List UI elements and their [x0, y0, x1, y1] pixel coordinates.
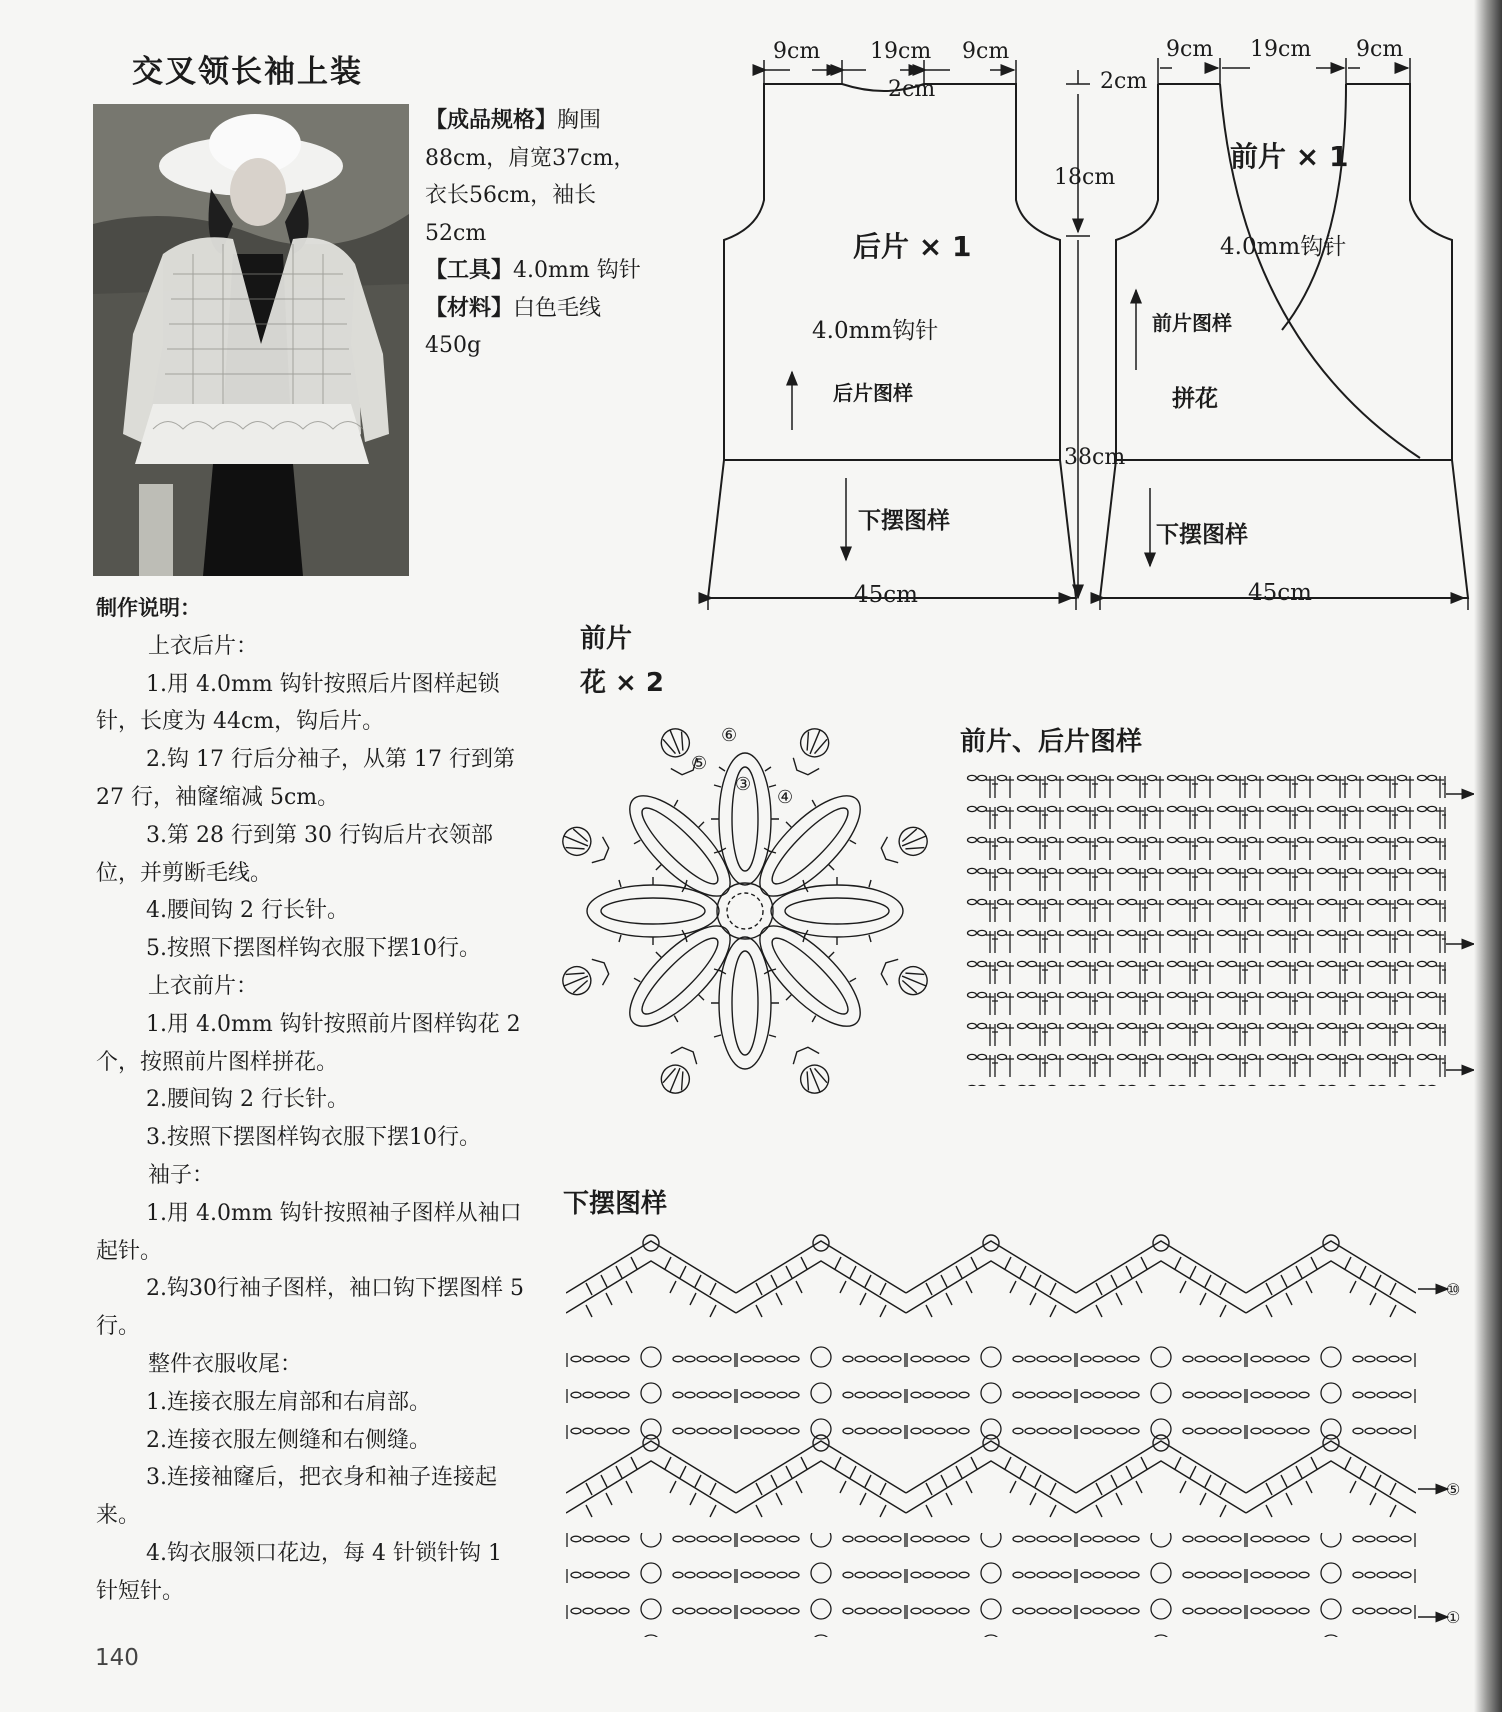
front-neckline-overlap [1282, 84, 1346, 330]
back-hook-label: 4.0mm钩针 [812, 318, 939, 344]
instructions [96, 590, 528, 1611]
garment-schematic [0, 0, 1502, 620]
sleeve-step: 1.用 4.0mm 钩针按照袖子图样从袖口起针。 [96, 1200, 522, 1264]
back-top-mid-dim: 19cm [870, 39, 932, 64]
finish-step: 3.连接袖窿后，把衣身和袖子连接起来。 [96, 1465, 497, 1529]
flower-round-label: ④ [777, 787, 794, 808]
front-bottom-dim: 45cm [1248, 580, 1312, 606]
front-step: 1.用 4.0mm 钩针按照前片图样钩花 2 个，按照前片图样拼花。 [96, 1011, 521, 1075]
hem-pattern-heading: 下摆图样 [563, 1189, 668, 1219]
spec-size-text: 胸围88cm，肩宽37cm，衣长56cm，袖长52cm [425, 108, 636, 246]
flower-round-label: ⑥ [721, 725, 738, 746]
hem-row-label: ① [1446, 1608, 1461, 1627]
back-step: 2.钩 17 行后分袖子，从第 17 行到第 27 行，袖窿缩减 5cm。 [96, 747, 515, 810]
back-top-right-dim: 9cm [962, 39, 1010, 64]
front-pattern-label: 前片图样 [1152, 311, 1232, 335]
back-pattern-label: 后片图样 [833, 381, 913, 405]
back-step: 4.腰间钩 2 行长针。 [146, 898, 349, 924]
spec-material-label: 【材料】 [425, 295, 514, 321]
body-pattern-diagram [966, 774, 1486, 1086]
front-heading: 上衣前片： [148, 973, 259, 999]
flower-motif-diagram [535, 701, 955, 1121]
finish-step: 4.钩衣服领口花边，每 4 针锁针钩 1 针短针。 [96, 1540, 502, 1604]
flower-heading-line1: 前片 [580, 624, 633, 654]
flower-round-label: ⑤ [691, 753, 708, 774]
instructions-heading: 制作说明： [96, 596, 201, 620]
finish-heading: 整件衣服收尾： [148, 1351, 303, 1377]
flower-round-label: ③ [735, 774, 752, 795]
finish-step: 1.连接衣服左肩部和右肩部。 [146, 1389, 431, 1415]
back-neck-drop-dim: 2cm [888, 77, 936, 102]
armhole-depth-dim: 18cm [1054, 165, 1116, 190]
spec-tool-label: 【工具】 [425, 258, 514, 283]
front-hook-label: 4.0mm钩针 [1220, 234, 1347, 260]
back-piece-label: 后片 × 1 [853, 230, 972, 263]
center-top-dim: 2cm [1100, 69, 1148, 94]
hem-pattern-diagram [566, 1233, 1466, 1637]
body-length-dim: 38cm [1064, 445, 1126, 470]
spec-tool-text: 4.0mm 钩针 [513, 258, 641, 283]
page-binding-shadow [1474, 0, 1502, 1712]
sleeve-heading: 袖子： [148, 1162, 215, 1188]
back-hem-label: 下摆图样 [858, 508, 950, 534]
spec-material-text: 白色毛线450g [425, 295, 602, 358]
spec-size-label: 【成品规格】 [425, 108, 558, 133]
back-top-left-dim: 9cm [773, 39, 821, 64]
front-top-mid-dim: 19cm [1250, 37, 1312, 62]
body-pattern-heading: 前片、后片图样 [960, 727, 1143, 757]
finish-step: 2.连接衣服左侧缝和右侧缝。 [146, 1427, 431, 1453]
flower-heading-line2: 花 × 2 [580, 668, 664, 698]
front-top-right-dim: 9cm [1356, 37, 1404, 62]
page-number: 140 [95, 1645, 139, 1671]
back-step: 3.第 28 行到第 30 行钩后片衣领部位，并剪断毛线。 [96, 822, 493, 886]
back-bottom-dim: 45cm [854, 582, 918, 608]
front-piece-label: 前片 × 1 [1230, 140, 1349, 173]
sleeve-step: 2.钩30行袖子图样，袖口钩下摆图样 5 行。 [96, 1276, 524, 1340]
flower-petals [587, 753, 903, 1069]
front-step: 3.按照下摆图样钩衣服下摆10行。 [146, 1125, 481, 1151]
back-step: 1.用 4.0mm 钩针按照后片图样起锁针，长度为 44cm，钩后片。 [96, 671, 500, 735]
front-hem-label: 下摆图样 [1156, 522, 1248, 548]
page-title: 交叉领长袖上装 [132, 54, 363, 90]
front-top-left-dim: 9cm [1166, 37, 1214, 62]
hem-row-label: ⑩ [1446, 1280, 1461, 1299]
front-step: 2.腰间钩 2 行长针。 [146, 1087, 349, 1113]
back-step: 5.按照下摆图样钩衣服下摆10行。 [146, 936, 481, 962]
back-heading: 上衣后片： [148, 633, 259, 659]
front-motif-label: 拼花 [1172, 386, 1218, 412]
hem-row-label: ⑤ [1446, 1480, 1461, 1499]
